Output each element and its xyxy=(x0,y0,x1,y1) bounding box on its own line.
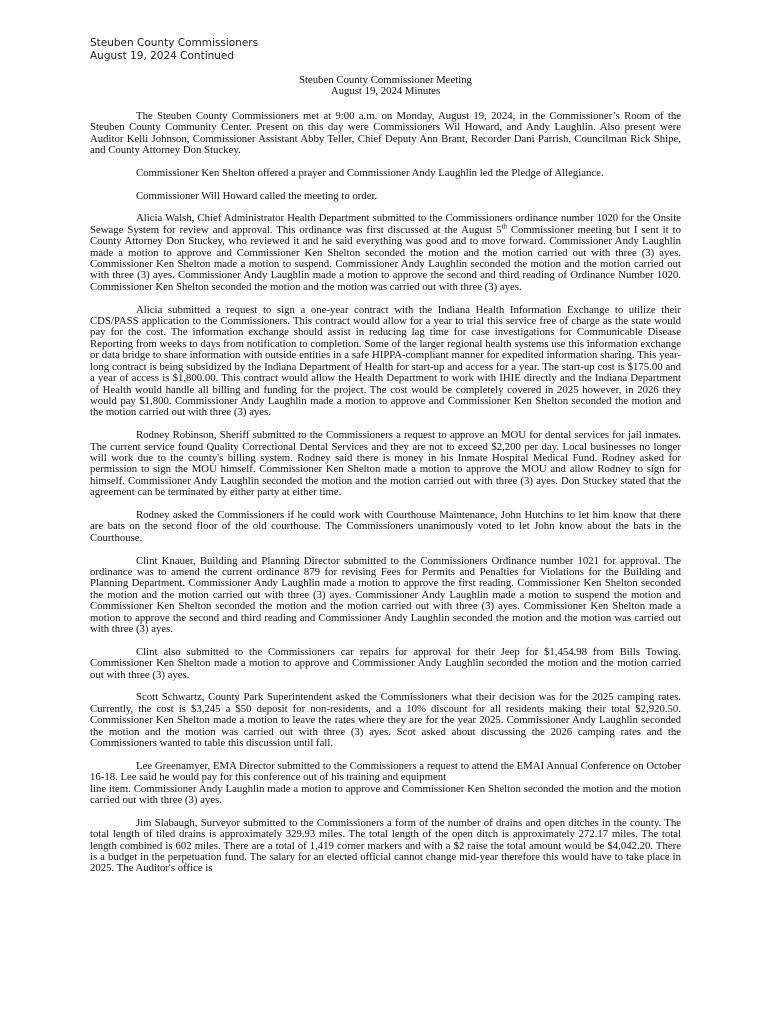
title-date: August 19, 2024 Minutes xyxy=(330,85,441,98)
title-meeting: Steuben County Commissioner Meeting xyxy=(299,74,472,86)
ema-text-start: Lee Greenamyer, EMA Director submitted to the Commissioners a request to attend the EMAI Annual Conference on October 16-18. Lee said he would pay for this conference out of his training and equipment xyxy=(90,759,681,784)
header-org-name: Steuben County Commissioners xyxy=(90,37,259,49)
ordinance-1020-text-start: Alicia Walsh, Chief Administrator Health Department submitted to the Commissioners ordinance number 1020 for the Onsite Sewage System for review and approval. This ordinance was first discussed at the August 5 xyxy=(90,212,681,236)
header-date-continued: August 19, 2024 Continued xyxy=(90,49,235,62)
paragraph-health-exchange: Alicia submitted a request to sign a one-year contract with the Indiana Health Information Exchange to utilize their CDS/PASS application to the Commissioners. This contract would allow for a year to trial this service free of charge as the state would pay for the cost. The information exchange should assist in reducing lag time for case investigations for Communicable Disease Reporting from weeks to days from notification to completion. Some of the larger regional health systems use this information exchange or data bridge to share information with outside entities in a safe HIPPA-compliant manner for expedited information sharing. This year-long contract is being subsidized by the Indiana Department of Health for start-up and access for a year. The start-up cost is $175.00 and a year of access is $1,800.00. This contract would allow the Health Department to work with IHIE directly and the Indiana Department of Health would handle all billing and funding for the project. The cost would be completely covered in 2025 however, in 2026 they would pay $1,800. Commissioner Andy Laughlin made a motion to approve and Commissioner Ken Shelton seconded the motion and the motion carried out with three (3) ayes. xyxy=(90,303,681,419)
paragraph-ordinance-1021: Clint Knauer, Building and Planning Director submitted to the Commissioners Ordinance number 1021 for approval. The ordinance was to amend the current ordinance 879 for revising Fees for Permits and Penalties for Violations for the Building and Planning Department. Commissioner Andy Laughlin made a motion to approve the first reading. Commissioner Ken Shelton seconded the motion and the motion carried out with three (3) ayes. Commissioner Andy Laughlin made a motion to suspend the motion and Commissioner Ken Shelton seconded the motion and the motion carried out with three (3) ayes. Commissioner Ken Shelton made a motion to approve the second and third reading and Commissioner Andy Laughlin seconded the motion and the motion was carried out with three (3) ayes. xyxy=(90,554,681,635)
paragraph-surveyor-drains: Jim Slabaugh, Surveyor submitted to the Commissioners a form of the number of drains and open ditches in the county. The total length of tiled drains is approximately 329.93 miles. The total length of the open ditch is approximately 272.17 miles. The total length combined is 602 miles. There are a total of 1,419 corner markers and with a $2 raise the total amount would be $4,042.20. There is a budget in the perpetuation fund. The salary for an elected official cannot change mid-year therefore this would have to take place in 2025. The Auditor's office is xyxy=(90,816,681,875)
paragraph-ema-conference xyxy=(90,761,681,807)
paragraph-attendance: The Steuben County Commissioners met at 9:00 a.m. on Monday, August 19, 2024, in the Commissioner’s Room of the Steuben County Community Center. Present on this day were Commissioners Wil Howard, and Andy Laughlin. Also present were Auditor Kelli Johnson, Commissioner Assistant Abby Teller, Chief Deputy Ann Brant, Recorder Dani Parrish, Councilman Rick Shipe, and County Attorney Don Stuckey. xyxy=(90,109,681,157)
ema-text-end: line item. Commissioner Andy Laughlin made a motion to approve and Commissioner Ken Shelton seconded the motion and the motion carried out with three (3) ayes. xyxy=(90,782,681,807)
paragraph-prayer-pledge: Commissioner Ken Shelton offered a prayer and Commissioner Andy Laughlin led the Pledge of Allegiance. xyxy=(136,166,604,179)
running-header xyxy=(90,37,258,62)
paragraph-ordinance-1020 xyxy=(90,213,681,293)
paragraph-dental-mou: Rodney Robinson, Sheriff submitted to the Commissioners a request to approve an MOU for dental services for jail inmates. The current service found Quality Correctional Dental Services and they are not to exceed $2,200 per day. Local businesses no longer will work due to the county's billing system. Rodney said there is money in his Inmate Hospital Medical Fund. Rodney asked for permission to sign the MOU himself. Commissioner Ken Shelton made a motion to approve the MOU and allow Rodney to sign for himself. Commissioner Andy Laughlin seconded the motion and the motion carried out with three (3) ayes. Don Stuckey stated that the agreement can be terminated by either party at either time. xyxy=(90,429,681,499)
paragraph-call-to-order: Commissioner Will Howard called the meeting to order. xyxy=(136,189,378,202)
paragraph-camping-rates: Scott Schwartz, County Park Superintendent asked the Commissioners what their decision was for the 2025 camping rates. Currently, the cost is $3,245 a $50 deposit for non-residents, and a 10% discount for all residents making their total $2,920.50. Commissioner Ken Shelton made a motion to leave the rates where they are for the year 2025. Commissioner Andy Laughlin seconded the motion and the motion was carried out with three (3) ayes. Scot asked about discussing the 2026 camping rates and the Commissioners wanted to table this discussion until fall. xyxy=(90,691,681,750)
paragraph-courthouse-bats: Rodney asked the Commissioners if he could work with Courthouse Maintenance, John Hutchins to let him know that there are bats on the second floor of the old courthouse. The Commissioners unanimously voted to let John know about the bats in the Courthouse. xyxy=(90,508,681,544)
paragraph-jeep-repairs: Clint also submitted to the Commissioners car repairs for approval for their Jeep for $1,454.98 from Bills Towing. Commissioner Ken Shelton made a motion to approve and Commissioner Andy Laughlin seconded the motion and the motion carried out with three (3) ayes. xyxy=(90,645,681,681)
minutes-body xyxy=(90,75,681,886)
ordinance-1020-superscript: th xyxy=(501,222,507,231)
document-title xyxy=(90,75,681,98)
ordinance-1020-text-end: Commissioner meeting but I sent it to County Attorney Don Stuckey, who reviewed it and he said everything was good and to move forward. Commissioner Andy Laughlin made a motion to approve and Commissioner Ken Shelton seconded the motion and the motion carried out with three (3) ayes. Commissioner Ken Shelton made a motion to suspend. Commissioner Andy Laughlin seconded the motion and the motion carried out with three (3) ayes. Commissioner Andy Laughlin made a motion to approve the second and third reading of Ordinance Number 1020. Commissioner Ken Shelton seconded the motion and the motion was carried out with three (3) ayes. xyxy=(90,223,681,293)
